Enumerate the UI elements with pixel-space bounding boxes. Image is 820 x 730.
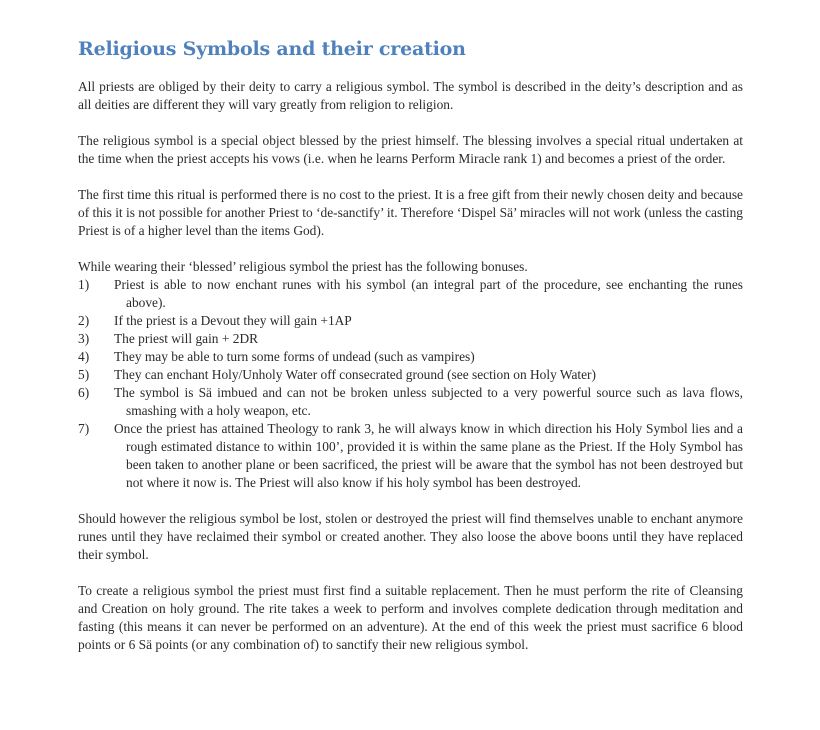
list-item bbox=[78, 276, 743, 312]
paragraph-symbol-obligation: All priests are obliged by their deity to carry a religious symbol. The symbol is described in the deity’s description and as all deities are different they will vary greatly from religion to religion. bbox=[78, 79, 743, 112]
list-item-number: 2) bbox=[78, 313, 90, 328]
list-item bbox=[78, 366, 743, 384]
list-item-number: 4) bbox=[78, 349, 90, 364]
paragraph-first-ritual: The first time this ritual is performed there is no cost to the priest. It is a free gift from their newly chosen deity and because of this it is not possible for another Priest to ‘de-sanctify’ it. Therefore ‘Dispel Sä’ miracles will not work (unless the casting Priest is of a higher level than the items God). bbox=[78, 187, 743, 238]
list-item-text: The symbol is Sä imbued and can not be broken unless subjected to a very powerful source such as lava flows, smashing with a holy weapon, etc. bbox=[114, 385, 743, 418]
page-title: Religious Symbols and their creation bbox=[78, 38, 466, 60]
bonus-list-intro: While wearing their ‘blessed’ religious symbol the priest has the following bonuses. bbox=[78, 259, 528, 274]
list-item-number: 1) bbox=[78, 277, 90, 292]
paragraph-lost-symbol: Should however the religious symbol be lost, stolen or destroyed the priest will find themselves unable to enchant anymore runes until they have reclaimed their symbol or created another. They also loose the above boons until they have replaced their symbol. bbox=[78, 511, 743, 562]
paragraph-create-symbol: To create a religious symbol the priest must first find a suitable replacement. Then he must perform the rite of Cleansing and Creation on holy ground. The rite takes a week to perform and involves complete dedication through meditation and fasting (this means it can never be performed on an adventure). At the end of this week the priest must sacrifice 6 blood points or 6 Sä points (or any combination of) to sanctify their new religious symbol. bbox=[78, 583, 743, 652]
paragraph-blessing: The religious symbol is a special object blessed by the priest himself. The blessing involves a special ritual undertaken at the time when the priest accepts his vows (i.e. when he learns Perform Miracle rank 1) and becomes a priest of the order. bbox=[78, 133, 743, 166]
list-item-text: They can enchant Holy/Unholy Water off consecrated ground (see section on Holy Water) bbox=[114, 367, 596, 382]
list-item-text: Once the priest has attained Theology to rank 3, he will always know in which direction his Holy Symbol lies and a rough estimated distance to within 100’, provided it is within the same plane as the Priest. If the Holy Symbol has been taken to another plane or been sacrificed, the priest will be aware that the symbol has not been destroyed but not where it now is. The Priest will also know if his holy symbol has been destroyed. bbox=[114, 421, 743, 490]
list-item bbox=[78, 420, 743, 492]
document-page bbox=[78, 36, 743, 672]
list-item-number: 5) bbox=[78, 367, 90, 382]
list-item-number: 3) bbox=[78, 331, 90, 346]
list-item-text: If the priest is a Devout they will gain +1AP bbox=[114, 313, 352, 328]
list-item-number: 7) bbox=[78, 421, 90, 436]
list-item bbox=[78, 312, 743, 330]
list-item bbox=[78, 330, 743, 348]
list-item-text: The priest will gain + 2DR bbox=[114, 331, 259, 346]
list-item bbox=[78, 384, 743, 420]
list-item-text: Priest is able to now enchant runes with his symbol (an integral part of the procedure, see enchanting the runes above). bbox=[114, 277, 743, 310]
bonus-list bbox=[78, 258, 743, 492]
list-item-number: 6) bbox=[78, 385, 90, 400]
list-item-text: They may be able to turn some forms of undead (such as vampires) bbox=[114, 349, 475, 364]
list-item bbox=[78, 348, 743, 366]
